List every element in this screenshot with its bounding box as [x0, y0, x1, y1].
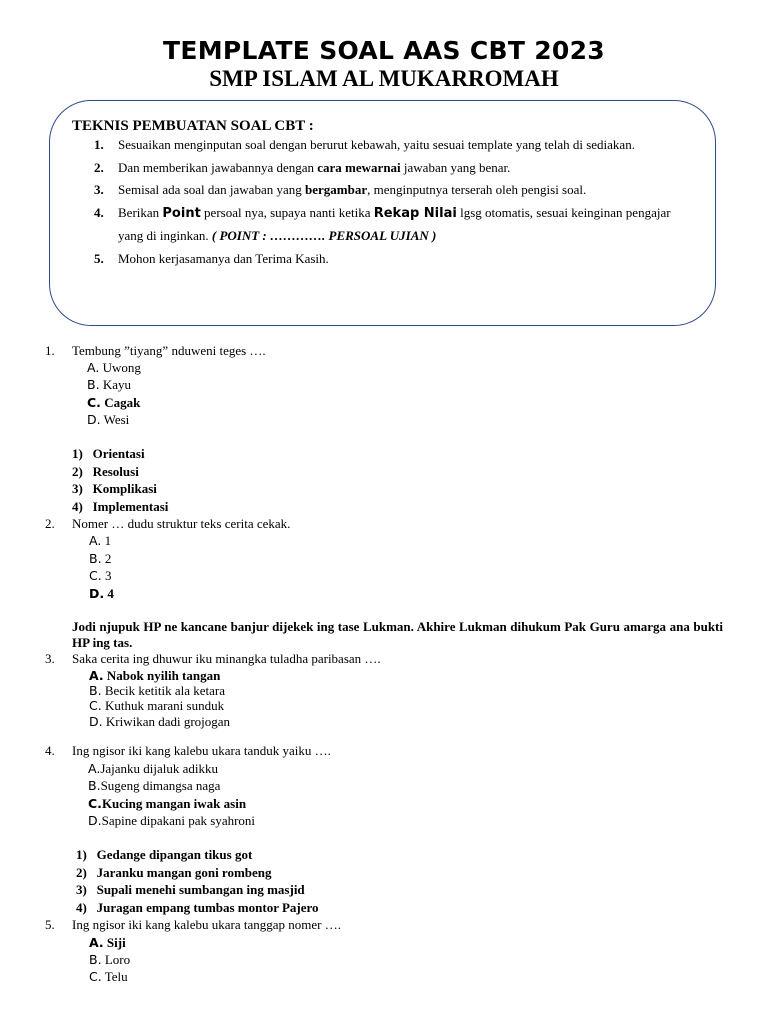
- reading-passage: Jodi njupuk HP ne kancane banjur dijekek ing tase Lukman. Akhire Lukman dihukum Pak Guru amarga ana bukti HP ing tas.: [72, 619, 723, 650]
- question-number: 3.: [45, 651, 55, 666]
- answer-option[interactable]: D.Sapine dipakani pak syahroni: [88, 813, 256, 828]
- document-title: TEMPLATE SOAL AAS CBT 2023: [162, 36, 606, 65]
- list-item: 2) Resolusi: [72, 464, 139, 479]
- question-text: Ing ngisor iki kang kalebu ukara tanduk yaiku ….: [72, 743, 331, 758]
- answer-option[interactable]: B. Kayu: [87, 377, 131, 392]
- answer-option[interactable]: C. Kuthuk marani sunduk: [89, 698, 225, 713]
- instruction-item: 1. Sesuaikan menginputan soal dengan berurut kebawah, yaitu sesuai template yang telah di sediakan.: [94, 137, 635, 152]
- question-number: 4.: [45, 743, 55, 758]
- answer-option[interactable]: B. Loro: [89, 952, 131, 967]
- question-text: Ing ngisor iki kang kalebu ukara tanggap nomer ….: [72, 917, 341, 932]
- question-text: Nomer … dudu struktur teks cerita cekak.: [72, 516, 291, 531]
- answer-option[interactable]: C. Telu: [89, 969, 128, 984]
- question-number: 2.: [45, 516, 55, 531]
- answer-option[interactable]: A. 1: [89, 533, 112, 548]
- instruction-item: 4. Berikan Point persoal nya, supaya nanti ketika Rekap Nilai lgsg otomatis, sesuai keinginan pengajar yang di inginkan. ( POINT : …………. PERSOAL UJIAN ): [94, 204, 671, 243]
- list-item: 1) Gedange dipangan tikus got: [76, 847, 253, 862]
- list-item: 4) Implementasi: [72, 499, 169, 514]
- instructions-title: TEKNIS PEMBUATAN SOAL CBT :: [72, 118, 314, 134]
- school-name: SMP ISLAM AL MUKARROMAH: [209, 66, 559, 91]
- question-number: 5.: [45, 917, 55, 932]
- answer-option-correct[interactable]: A. Nabok nyilih tangan: [89, 668, 221, 683]
- list-item: 4) Juragan empang tumbas montor Pajero: [76, 900, 319, 915]
- answer-option[interactable]: D. Wesi: [87, 412, 130, 427]
- list-item: 3) Komplikasi: [72, 481, 157, 496]
- instruction-item: 5. Mohon kerjasamanya dan Terima Kasih.: [94, 250, 329, 266]
- answer-option[interactable]: D. Kriwikan dadi grojogan: [89, 714, 231, 729]
- answer-option[interactable]: B. 2: [89, 551, 112, 566]
- list-item: 2) Jaranku mangan goni rombeng: [76, 865, 272, 880]
- list-item: 1) Orientasi: [72, 446, 145, 461]
- answer-option[interactable]: A. Uwong: [87, 360, 141, 375]
- question-text: Saka cerita ing dhuwur iku minangka tuladha paribasan ….: [72, 651, 381, 666]
- answer-option[interactable]: C. 3: [89, 568, 112, 583]
- answer-option[interactable]: B.Sugeng dimangsa naga: [88, 778, 221, 793]
- list-item: 3) Supali menehi sumbangan ing masjid: [76, 882, 305, 897]
- question-number: 1.: [45, 343, 55, 358]
- answer-option-correct[interactable]: A. Siji: [89, 935, 126, 950]
- instructions-box: [49, 100, 716, 326]
- question-text: Tembung ”tiyang” nduweni teges ….: [72, 343, 266, 358]
- answer-option[interactable]: A.Jajanku dijaluk adikku: [88, 761, 219, 776]
- instructions-list: [94, 134, 694, 270]
- instruction-item: 3. Semisal ada soal dan jawaban yang bergambar, menginputnya terserah oleh pengisi soal.: [94, 182, 587, 197]
- answer-option-correct[interactable]: C. Cagak: [87, 395, 141, 410]
- answer-option-correct[interactable]: C.Kucing mangan iwak asin: [88, 796, 247, 811]
- instruction-item: 2. Dan memberikan jawabannya dengan cara mewarnai jawaban yang benar.: [94, 159, 511, 175]
- answer-option-correct[interactable]: D. 4: [89, 586, 114, 601]
- answer-option[interactable]: B. Becik ketitik ala ketara: [89, 683, 226, 698]
